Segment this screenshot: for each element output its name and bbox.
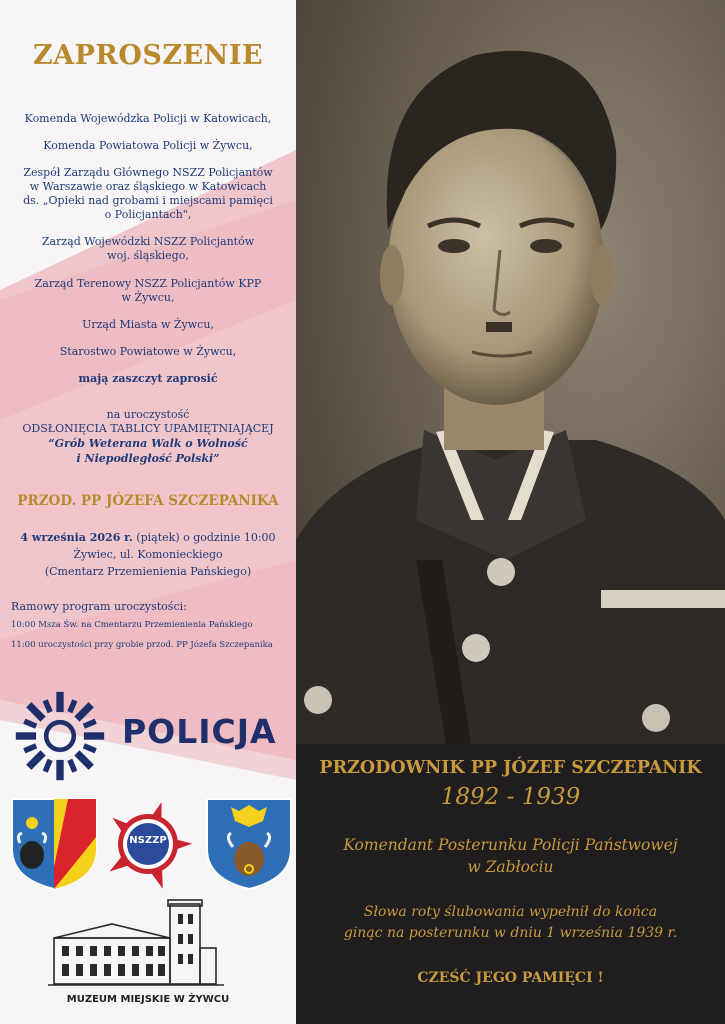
museum-building-icon bbox=[48, 898, 224, 988]
organizer-3-line-2: w Warszawie oraz śląskiego w Katowicach bbox=[29, 180, 267, 193]
honoree-info-panel bbox=[296, 744, 725, 1024]
invitation-title: ZAPROSZENIE bbox=[32, 40, 264, 71]
honoree-short: PRZOD. PP JÓZEFA SZCZEPANIKA bbox=[17, 493, 279, 509]
honoree-role-line-2: w Zabłociu bbox=[467, 858, 554, 876]
organizer-4-line-1: Zarząd Wojewódzki NSZZ Policjantów bbox=[41, 235, 255, 248]
organizer-5-line-2: w Żywcu, bbox=[121, 291, 175, 304]
organizer-7: Starostwo Powiatowe w Żywcu, bbox=[59, 345, 237, 358]
city-crest-icon bbox=[205, 797, 293, 891]
honoree-role-line-1: Komendant Posterunku Policji Państwowej bbox=[343, 836, 678, 854]
invite-phrase: mają zaszczyt zaprosić bbox=[78, 372, 218, 385]
occasion-intro: na uroczystość bbox=[106, 408, 190, 421]
tribute-text: CZEŚĆ JEGO PAMIĘCI ! bbox=[417, 970, 604, 986]
police-star-icon bbox=[14, 690, 106, 782]
organizer-2: Komenda Powiatowa Policji w Żywcu, bbox=[43, 139, 253, 152]
organizer-6: Urząd Miasta w Żywcu, bbox=[82, 318, 214, 331]
oath-line-2: ginąc na posterunku w dniu 1 września 1939 r. bbox=[343, 925, 678, 941]
invitation-panel bbox=[0, 0, 296, 1024]
event-place: (Cmentarz Przemienienia Pańskiego) bbox=[44, 565, 252, 578]
honoree-full-name: PRZODOWNIK PP JÓZEF SZCZEPANIK bbox=[319, 758, 702, 778]
occasion-line-3: i Niepodległość Polski” bbox=[76, 452, 220, 465]
organizer-1: Komenda Wojewódzka Policji w Katowicach, bbox=[24, 112, 272, 125]
nszzp-badge-text: NSZZP bbox=[129, 835, 167, 846]
event-date: 4 września 2026 r. bbox=[20, 531, 133, 544]
oath-line-1: Słowa roty ślubowania wypełnił do końca bbox=[363, 904, 658, 920]
program-item-2: 11:00 uroczystości przy grobie przod. PP Józefa Szczepanika bbox=[11, 640, 273, 650]
organizer-3-line-3: ds. „Opieki nad grobami i miejscami pamięci bbox=[23, 194, 273, 207]
occasion-line-2: “Grób Weterana Walk o Wolność bbox=[48, 437, 248, 450]
organizer-3-line-1: Zespół Zarządu Głównego NSZZ Policjantów bbox=[23, 166, 273, 179]
nszzp-badge-icon bbox=[102, 797, 194, 891]
program-item-1: 10:00 Msza Św. na Cmentarzu Przemienienia Pańskiego bbox=[11, 620, 253, 630]
program-heading: Ramowy program uroczystości: bbox=[11, 600, 187, 613]
event-address: Żywiec, ul. Komonieckiego bbox=[73, 548, 223, 561]
occasion-line-1: ODSŁONIĘCIA TABLICY UPAMIĘTNIAJĄCEJ bbox=[22, 422, 274, 435]
honoree-years: 1892 - 1939 bbox=[440, 784, 581, 810]
police-logo-text: POLICJA bbox=[122, 712, 277, 751]
event-date-rest: (piątek) o godzinie 10:00 bbox=[132, 531, 276, 544]
organizer-3-line-4: o Policjantach", bbox=[104, 208, 192, 221]
museum-logo-text: MUZEUM MIEJSKIE W ŻYWCU bbox=[66, 994, 230, 1005]
portrait-photo bbox=[296, 0, 725, 744]
event-date-line bbox=[8, 531, 288, 545]
organizer-5-line-1: Zarząd Terenowy NSZZ Policjantów KPP bbox=[34, 277, 262, 290]
powiat-crest-icon bbox=[10, 797, 98, 891]
organizer-4-line-2: woj. śląskiego, bbox=[107, 249, 189, 262]
